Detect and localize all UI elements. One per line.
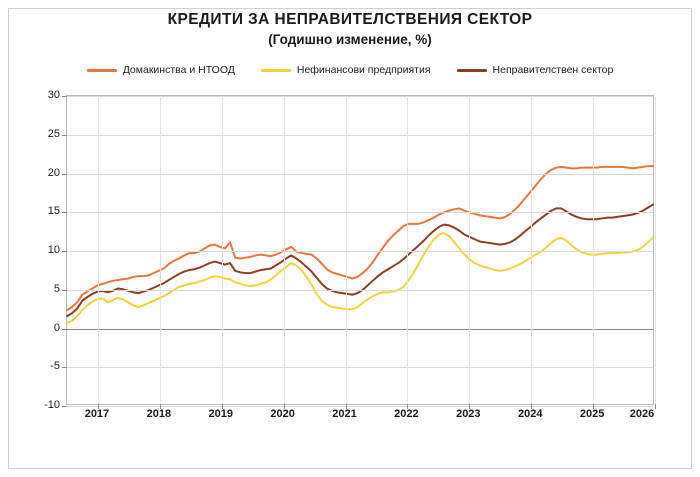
x-tick-label: 2021	[332, 408, 357, 420]
y-tick-label: 25	[47, 127, 60, 140]
y-tick-label: 20	[47, 166, 60, 179]
y-tick-mark	[62, 329, 67, 330]
y-tick-mark	[62, 290, 67, 291]
legend-swatch-nonfinancial	[261, 69, 291, 72]
grid-line	[67, 174, 653, 175]
y-tick-mark	[62, 367, 67, 368]
y-tick-mark	[62, 251, 67, 252]
chart-subtitle: (Годишно изменение, %)	[268, 32, 432, 47]
x-tick-label: 2023	[456, 408, 481, 420]
legend-item-nongovernment	[457, 64, 614, 76]
grid-line	[67, 406, 653, 407]
legend-swatch-nongovernment	[457, 69, 487, 72]
y-tick-mark	[62, 174, 67, 175]
vertical-grid-line	[407, 96, 408, 404]
series-layer	[67, 96, 653, 404]
y-tick-mark	[62, 212, 67, 213]
y-tick-label: -5	[50, 360, 60, 373]
legend-label-nonfinancial: Нефинансови предприятия	[296, 64, 431, 76]
title-block	[0, 10, 700, 49]
legend-item-households	[87, 64, 235, 76]
grid-line	[67, 290, 653, 291]
vertical-grid-line	[655, 96, 656, 404]
legend-label-households: Домакинства и НТООД	[122, 64, 235, 76]
vertical-grid-line	[346, 96, 347, 404]
legend-swatch-households	[87, 69, 117, 72]
grid-line	[67, 367, 653, 368]
vertical-grid-line	[98, 96, 99, 404]
grid-line	[67, 135, 653, 136]
vertical-grid-line	[593, 96, 594, 404]
x-tick-label: 2018	[146, 408, 172, 420]
vertical-grid-line	[469, 96, 470, 404]
x-tick-label: 2017	[84, 408, 110, 420]
series-line	[67, 233, 653, 323]
y-tick-label: -10	[44, 399, 60, 411]
y-tick-label: 30	[47, 89, 60, 101]
zero-line	[67, 329, 653, 330]
y-tick-mark	[62, 135, 67, 136]
x-tick-mark	[655, 404, 656, 409]
x-tick-label: 2024	[517, 408, 543, 420]
y-tick-label: 15	[47, 205, 60, 218]
series-line	[67, 166, 653, 310]
vertical-grid-line	[284, 96, 285, 404]
y-tick-label: 0	[53, 321, 60, 334]
legend-item-nonfinancial	[261, 64, 431, 76]
grid-line	[67, 251, 653, 252]
plot-area	[66, 95, 654, 405]
x-axis-labels	[66, 408, 654, 428]
chart-title: КРЕДИТИ ЗА НЕПРАВИТЕЛСТВЕНИЯ СЕКТОР	[167, 11, 533, 28]
vertical-grid-line	[222, 96, 223, 404]
x-tick-label: 2025	[579, 408, 605, 420]
y-tick-mark	[62, 96, 67, 97]
chart-legend	[0, 64, 700, 76]
x-tick-label: 2020	[270, 408, 295, 420]
x-tick-label: 2022	[394, 408, 419, 420]
x-tick-label: 2019	[208, 408, 233, 420]
grid-line	[67, 212, 653, 213]
legend-label-nongovernment: Неправителствен сектор	[492, 64, 614, 76]
vertical-grid-line	[160, 96, 161, 404]
grid-line	[67, 96, 653, 97]
x-tick-label: 2026	[629, 408, 655, 420]
y-tick-label: 5	[53, 282, 60, 295]
y-tick-label: 10	[47, 244, 60, 256]
vertical-grid-line	[531, 96, 532, 404]
y-tick-mark	[62, 406, 67, 407]
